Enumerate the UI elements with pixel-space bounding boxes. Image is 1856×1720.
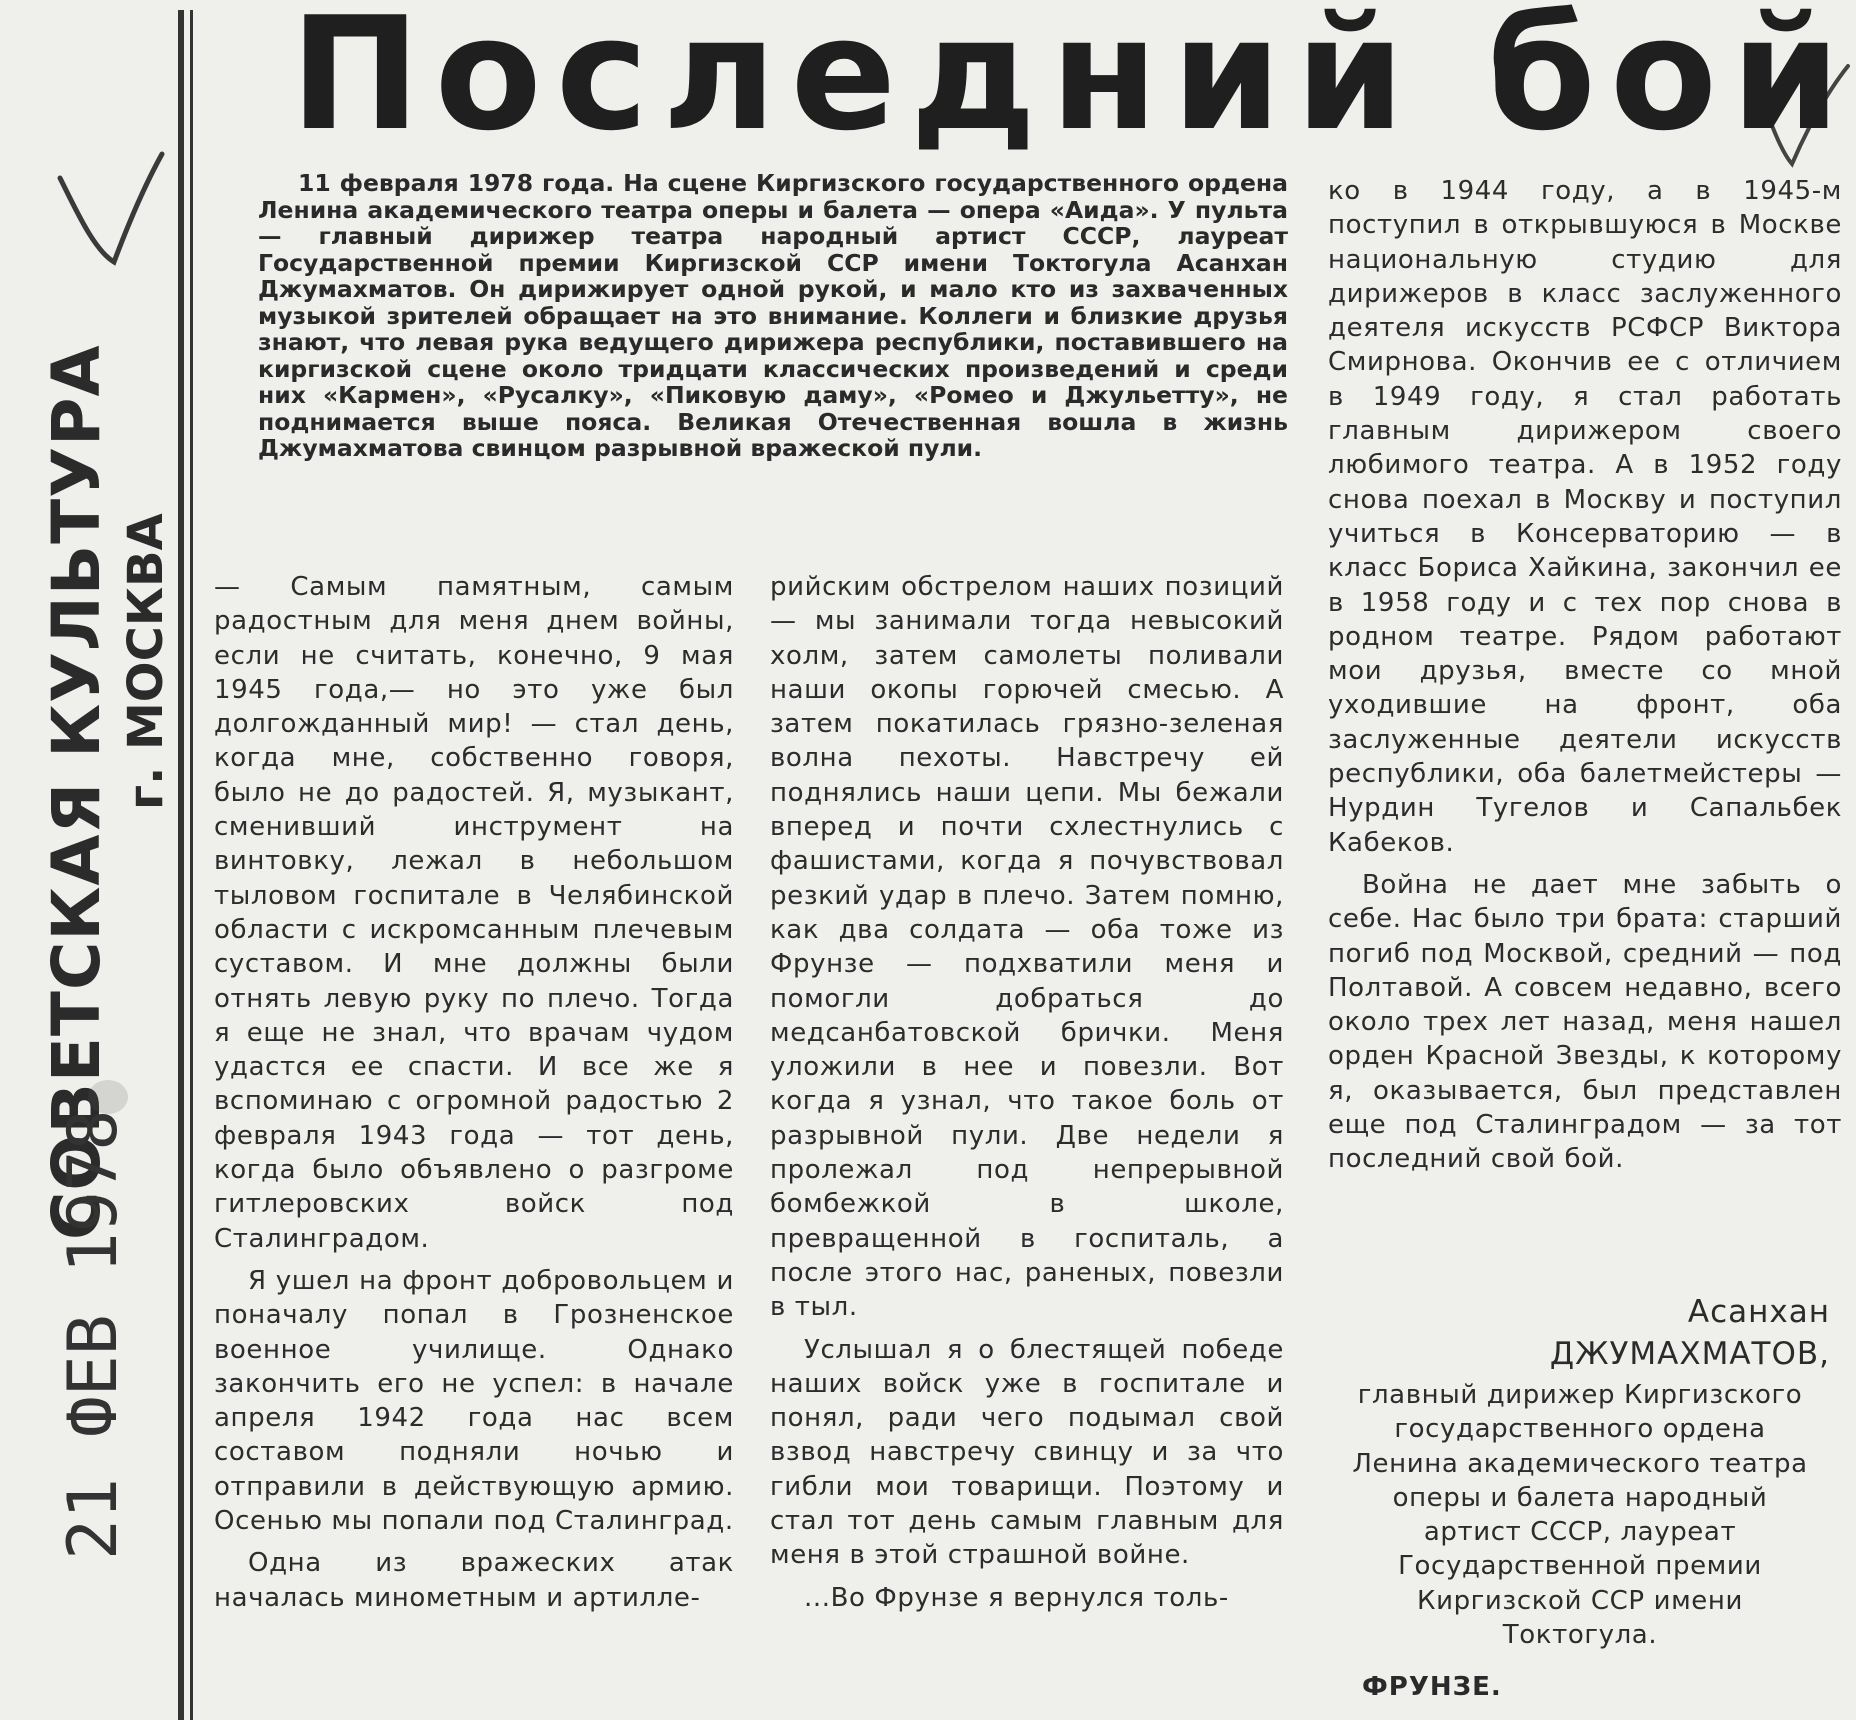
paragraph: Война не дает мне забыть о себе. Нас было три брата: старший погиб под Москвой, средний — под Полтавой. А совсем недавно, всего около трех лет назад, меня нашел орден Красной Звезды, к которому я, оказывается, был представлен еще под Сталинградом — за тот последний свой бой.: [1328, 869, 1842, 1175]
paragraph: ...Во Фрунзе я вернулся толь-: [804, 1582, 1229, 1613]
vertical-rule: [178, 10, 184, 1720]
article-lead: 11 февраля 1978 года. На сцене Киргизского государственного ордена Ленина академического театра оперы и балета — опера «Аида». У пульта — главный дирижер театра народный артист СССР, лауреат Государственной премии Киргизской ССР имени Токтогула Асанхан Джумахматов. Он дирижирует одной рукой, и мало кто из захваченных музыкой зрителей обращает на это внимание. Коллеги и близкие друзья знают, что левая рука ведущего дирижера республики, поставившего на киргизской сцене около тридцати классических произведений и среди них «Кармен», «Русалку», «Пиковую даму», «Ромео и Джульетту», не поднимается выше пояса. Великая Отечественная вошла в жизнь Джумахматова свинцом разрывной вражеской пули.: [258, 169, 1288, 462]
text-column-2: [770, 570, 1284, 1623]
author-first-name: Асанхан: [1687, 1294, 1830, 1330]
text-column-3: [1328, 174, 1842, 1185]
stamp-date: 21 ФЕВ 1978: [54, 1109, 133, 1560]
paragraph: Услышал я о блестящей победе наших войск уже в госпитале и понял, ради чего подымал свой взвод навстречу свинцу и за что гибли мои товарищи. Поэтому и стал тот день самым главным для меня в этой страшной войне.: [770, 1334, 1284, 1571]
text-column-1: [214, 570, 734, 1623]
paragraph: — Самым памятным, самым радостным для меня днем войны, если не считать, конечно, 9 мая 1945 года,— но это уже был долгожданный мир! — стал день, когда мне, собственно говоря, было не до радостей. Я, музыкант, сменивший инструмент на винтовку, лежал в небольшом тыловом госпитале в Челябинской области с искромсанным плечевым суставом. И мне должны были отнять левую руку по плечо. Тогда я еще не знал, что врачам чудом удастся ее спасти. И все же я вспоминаю с огромной радостью 2 февраля 1943 года — тот день, когда было объявлено о разгроме гитлеровских войск под Сталинградом.: [214, 572, 734, 1254]
pencil-checkmark-icon: [56, 150, 166, 270]
stamp-city: г. МОСКВА: [118, 513, 174, 810]
stamp-publication: СОВЕТСКАЯ КУЛЬТУРА: [38, 344, 115, 1240]
dateline-city: ФРУНЗЕ.: [1362, 1672, 1502, 1702]
paragraph: Одна из вражеских атак началась минометным и артилле-: [214, 1548, 734, 1613]
article-headline: Последний бой: [290, 0, 1855, 165]
paragraph: Я ушел на фронт добровольцем и поначалу попал в Грозненское военное училище. Однако закончить его не успел: в начале апреля 1942 года нас всем составом подняли ночью и отправили в действующую армию. Осенью мы попали под Сталинград.: [214, 1265, 734, 1537]
author-title: главный дирижер Киргизского государственного ордена Ленина академического театра оперы и балета народный артист СССР, лауреат Государственной премии Киргизской ССР имени Токтогула.: [1352, 1380, 1808, 1651]
ink-smudge: [88, 1080, 128, 1114]
vertical-rule: [190, 10, 193, 1720]
paragraph: рийским обстрелом наших позиций — мы занимали тогда невысокий холм, затем самолеты поливали наши окопы горючей смесью. А затем покатилась грязно-зеленая волна пехоты. Навстречу ей поднялись наши цепи. Мы бежали вперед и почти схлестнулись с фашистами, когда я почувствовал резкий удар в плечо. Затем помню, как два солдата — оба тоже из Фрунзе — подхватили меня и помогли добраться до медсанбатовской брички. Меня уложили в нее и повезли. Вот когда я узнал, что такое боль от разрывной пули. Две недели я пролежал под непрерывной бомбежкой в школе, превращенной в госпиталь, а после этого нас, раненых, повезли в тыл.: [770, 572, 1284, 1323]
author-last-name: ДЖУМАХМАТОВ,: [1549, 1336, 1830, 1372]
paragraph: ко в 1944 году, а в 1945-м поступил в открывшуюся в Москве национальную студию для дирижеров в класс заслуженного деятеля искусств РСФСР Виктора Смирнова. Окончив ее с отличием в 1949 году, я стал работать главным дирижером своего любимого театра. А в 1952 году снова поехал в Москву и поступил учиться в Консерваторию — в класс Бориса Хайкина, закончил ее в 1958 году и с тех пор снова в родном театре. Рядом работают мои друзья, вместе со мной уходившие на фронт, оба заслуженные деятели искусств республики, оба балетмейстеры — Нурдин Тугелов и Сапальбек Кабеков.: [1328, 176, 1842, 858]
